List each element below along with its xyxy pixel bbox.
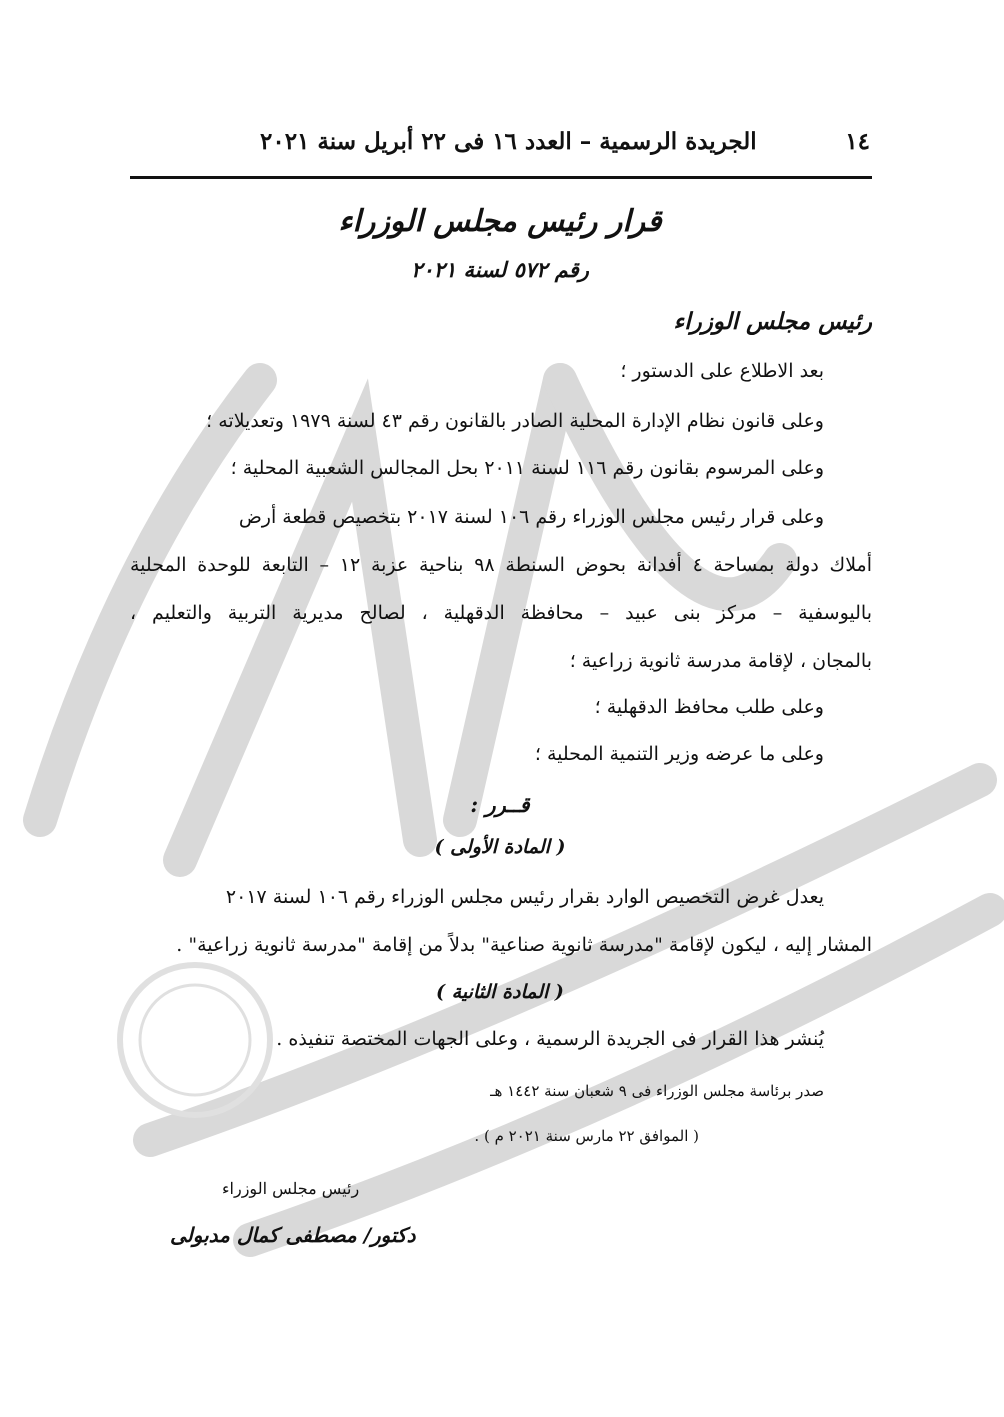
header-rule — [130, 176, 872, 179]
issuer-heading: رئيس مجلس الوزراء — [673, 308, 872, 335]
preamble-line: باليوسفية – مركز بنى عبيد – محافظة الدقهلية ، لصالح مديرية التربية والتعليم ، — [130, 602, 872, 624]
issued-date-hijri: صدر برئاسة مجلس الوزراء فى ٩ شعبان سنة ١٤٤٢ هـ — [490, 1082, 824, 1100]
decree-number: رقم ٥٧٢ لسنة ٢٠٢١ — [411, 257, 589, 282]
preamble-line: وعلى قرار رئيس مجلس الوزراء رقم ١٠٦ لسنة ٢٠١٧ بتخصيص قطعة أرض — [238, 506, 824, 528]
article-1-line: المشار إليه ، ليكون لإقامة "مدرسة ثانوية صناعية" بدلاً من إقامة "مدرسة ثانوية زراعية" . — [176, 934, 872, 956]
article-1-heading: ( المادة الأولى ) — [434, 836, 566, 858]
preamble-line: وعلى ما عرضه وزير التنمية المحلية ؛ — [534, 743, 824, 765]
signatory-role: رئيس مجلس الوزراء — [222, 1179, 360, 1198]
article-2-text: يُنشر هذا القرار فى الجريدة الرسمية ، وعلى الجهات المختصة تنفيذه . — [276, 1028, 824, 1050]
preamble-line: وعلى المرسوم بقانون رقم ١١٦ لسنة ٢٠١١ بحل المجالس الشعبية المحلية ؛ — [230, 457, 824, 479]
preamble-line: وعلى قانون نظام الإدارة المحلية الصادر بالقانون رقم ٤٣ لسنة ١٩٧٩ وتعديلاته ؛ — [206, 410, 824, 432]
preamble-line: بالمجان ، لإقامة مدرسة ثانوية زراعية ؛ — [569, 650, 872, 672]
article-2-heading: ( المادة الثانية ) — [436, 981, 564, 1003]
article-1-line: يعدل غرض التخصيص الوارد بقرار رئيس مجلس الوزراء رقم ١٠٦ لسنة ٢٠١٧ — [225, 886, 824, 908]
decree-title: قرار رئيس مجلس الوزراء — [338, 204, 662, 239]
issued-date-gregorian: ( الموافق ٢٢ مارس سنة ٢٠٢١ م ) . — [474, 1127, 699, 1145]
decision-word: قــرر : — [470, 792, 530, 817]
preamble-line: بعد الاطلاع على الدستور ؛ — [620, 360, 824, 382]
preamble-line: أملاك دولة بمساحة ٤ أفدانة بحوض السنطة ٩٨ بناحية عزبة ١٢ – التابعة للوحدة المحلية — [130, 554, 873, 576]
page-header — [130, 128, 870, 168]
preamble-line: وعلى طلب محافظ الدقهلية ؛ — [594, 696, 824, 718]
gazette-issue-line: الجريدة الرسمية – العدد ١٦ فى ٢٢ أبريل سنة ٢٠٢١ — [260, 128, 757, 155]
signatory-name: دكتور/ مصطفى كمال مدبولى — [170, 1223, 416, 1247]
page-number: ١٤ — [845, 128, 870, 155]
